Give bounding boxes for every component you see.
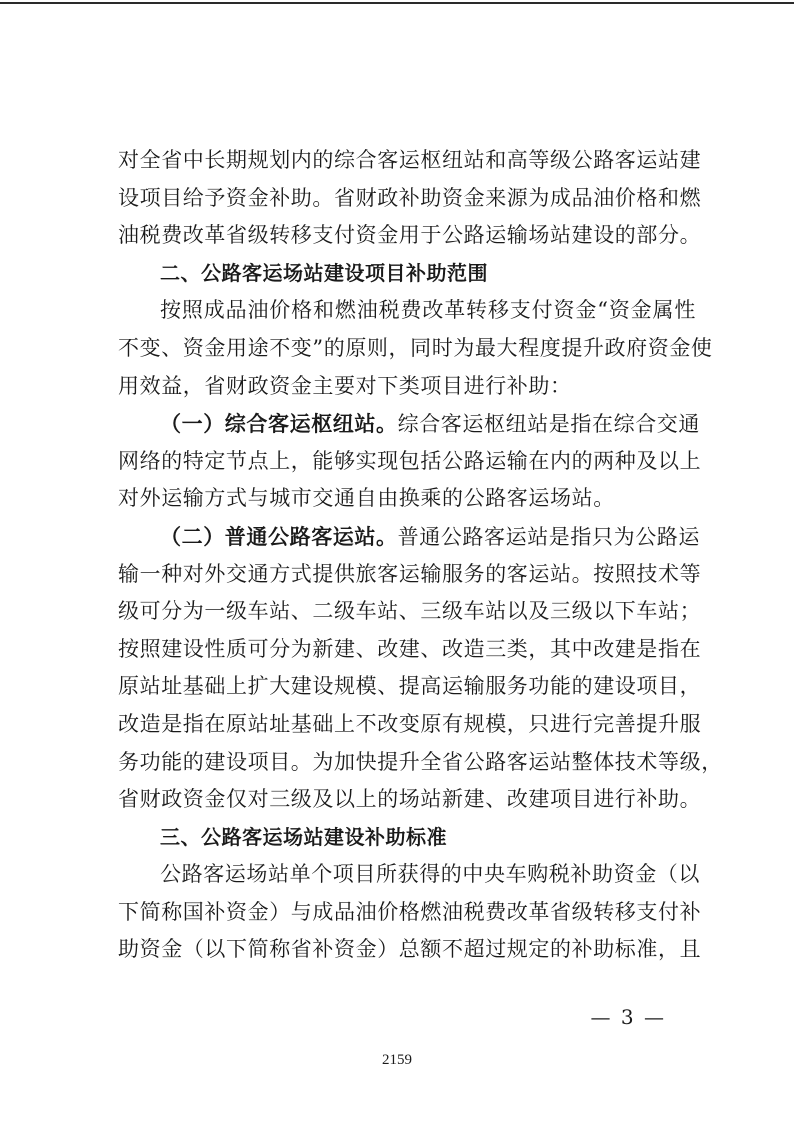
text-line: 级可分为一级车站、二级车站、三级车站以及三级以下车站； <box>118 599 702 624</box>
top-border-rule <box>0 2 794 4</box>
text-line: 按照成品油价格和燃油税费改革转移支付资金“资金属性 <box>160 298 696 323</box>
page-number: — 3 — <box>590 1005 666 1029</box>
text-line: 下简称国补资金）与成品油价格燃油税费改革省级转移支付补 <box>118 899 702 924</box>
paragraph-standard <box>118 856 702 969</box>
text-line: 不变、资金用途不变”的原则，同时为最大程度提升政府资金使 <box>118 335 713 360</box>
text-line: 网络的特定节点上，能够实现包括公路运输在内的两种及以上 <box>118 448 702 473</box>
paragraph-scope <box>118 292 713 405</box>
item-text: 普通公路客运站是指只为公路运 <box>397 524 701 549</box>
text-line: 设项目给予资金补助。省财政补助资金来源为成品油价格和燃 <box>118 185 702 210</box>
text-line: 用效益，省财政资金主要对下类项目进行补助： <box>118 373 572 398</box>
text-line: 改造是指在原站址基础上不改变原有规模，只进行完善提升服 <box>118 711 702 736</box>
item-first-line <box>118 518 701 556</box>
text-line: 油税费改革省级转移支付资金用于公路运输场站建设的部分。 <box>118 223 702 248</box>
item-label: （二）普通公路客运站。 <box>160 523 398 549</box>
text-line: 按照建设性质可分为新建、改建、改造三类，其中改建是指在 <box>118 636 702 661</box>
text-line: 原站址基础上扩大建设规模、提高运输服务功能的建设项目， <box>118 674 702 699</box>
text-line: 公路客运场站单个项目所获得的中央车购税补助资金（以 <box>160 862 700 887</box>
paragraph-funding-source <box>118 142 702 255</box>
text-line: 对外运输方式与城市交通自由换乘的公路客运场站。 <box>118 486 615 511</box>
item-ordinary-station <box>118 518 723 819</box>
document-number: 2159 <box>382 1052 412 1068</box>
item-text: 综合客运枢纽站是指在综合交通 <box>397 412 701 437</box>
item-first-line <box>118 405 701 443</box>
item-hub-station <box>118 405 702 518</box>
text-line: 输一种对外交通方式提供旅客运输服务的客运站。按照技术等 <box>118 561 702 586</box>
text-line: 省财政资金仅对三级及以上的场站新建、改建项目进行补助。 <box>118 787 702 812</box>
item-label: （一）综合客运枢纽站。 <box>160 411 398 437</box>
text-line: 助资金（以下简称省补资金）总额不超过规定的补助标准，且 <box>118 937 702 962</box>
section-heading-3: 三、公路客运场站建设补助标准 <box>160 824 447 849</box>
text-line: 务功能的建设项目。为加快提升全省公路客运站整体技术等级， <box>118 749 723 774</box>
section-heading-2: 二、公路客运场站建设项目补助范围 <box>160 260 488 285</box>
document-body <box>118 142 723 969</box>
text-line: 对全省中长期规划内的综合客运枢纽站和高等级公路客运站建 <box>118 148 702 172</box>
